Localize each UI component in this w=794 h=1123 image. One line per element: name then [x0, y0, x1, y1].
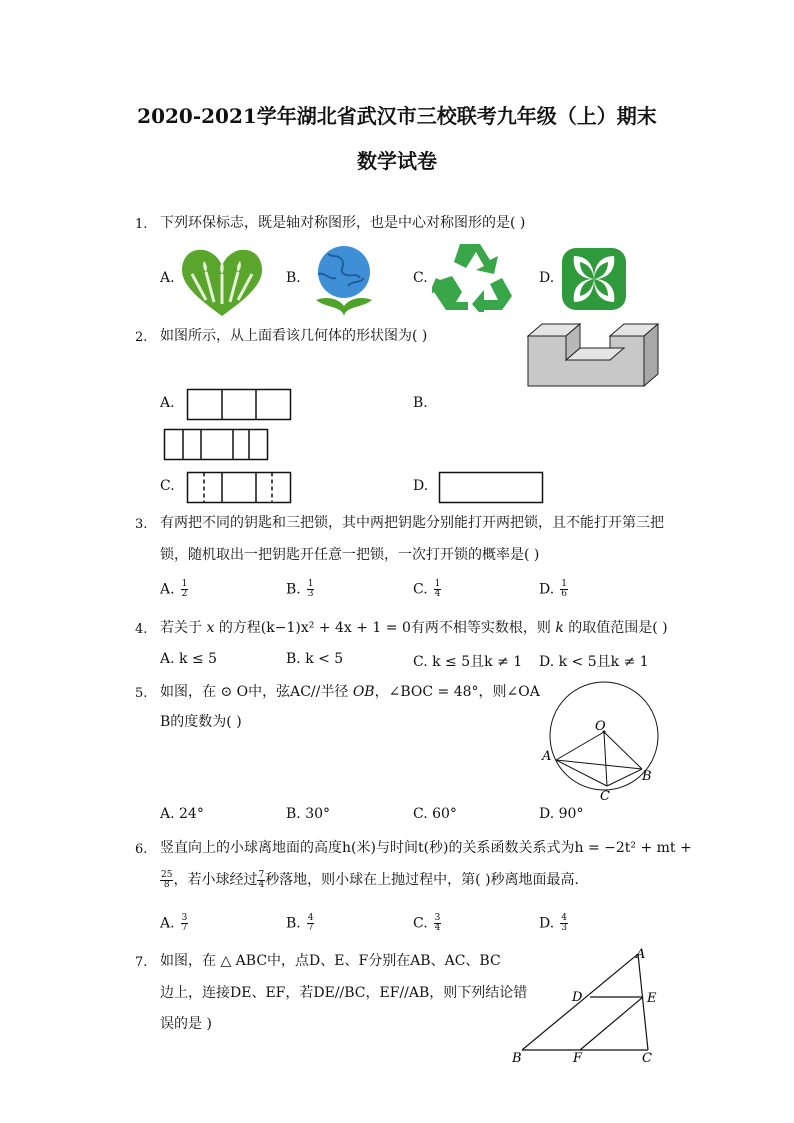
question-6-line2: $\frac{25}{8}$ ，若小球经过 $\frac{7}{4}$ 秒落地，则小球在上抛过程中，第( )秒离地面最高. — [161, 869, 580, 890]
question-number: 2. — [135, 330, 148, 345]
question-2-text: 如图所示，从上面看该几何体的形状图为( ) — [160, 328, 428, 344]
point-b-label: B — [642, 769, 652, 784]
page-title-line1: 2020-2021学年湖北省武汉市三校联考九年级（上）期末 — [137, 104, 657, 128]
question-4-text: 若关于 x 的方程(k−1)x² + 4x + 1 = 0有两不相等实数根，则 k 的取值范围是( ) — [160, 620, 668, 636]
point-o-label: O — [595, 719, 606, 734]
point-f-label: F — [573, 1051, 583, 1066]
solid-figure-diagram — [524, 320, 660, 390]
question-7-line3: 误的是 ) — [160, 1016, 212, 1032]
q3-option-d: D. $\frac{1}{6}$ — [539, 579, 567, 599]
question-number: 7. — [135, 955, 148, 970]
question-5-line1: 如图，在 ⊙ O中，弦AC//半径 OB，∠BOC = 48°，则∠OA — [160, 684, 540, 700]
q5-option-b: B. 30° — [286, 806, 331, 822]
question-6-line1: 竖直向上的小球离地面的高度h(米)与时间t(秒)的关系函数关系式为h = −2t² + mt + — [160, 840, 692, 856]
q1-option-b-label: B. — [286, 270, 301, 286]
q6-option-a: A. $\frac{3}{7}$ — [160, 913, 188, 933]
heart-leaves-logo-icon — [176, 244, 268, 318]
q4-option-c: C. k ≤ 5且k ≠ 1 — [413, 654, 523, 670]
q3-option-a: A. $\frac{1}{2}$ — [160, 579, 188, 599]
point-c-label: C — [600, 789, 610, 804]
q2-option-a-label: A. — [160, 395, 175, 411]
q1-option-a-label: A. — [160, 270, 175, 286]
point-a-label: A — [636, 947, 646, 962]
q2-option-d-diagram — [438, 471, 544, 504]
page-title-line2: 数学试卷 — [357, 149, 437, 173]
question-1-text: 下列环保标志，既是轴对称图形，也是中心对称图形的是( ) — [160, 215, 526, 231]
question-number: 5. — [135, 686, 148, 701]
q5-option-d: D. 90° — [539, 806, 584, 822]
question-number: 3. — [135, 517, 148, 532]
q2-option-a-diagram — [186, 388, 292, 421]
question-number: 6. — [135, 842, 148, 857]
q3-option-b: B. $\frac{1}{3}$ — [286, 579, 314, 599]
q2-option-c-label: C. — [160, 478, 175, 494]
point-e-label: E — [647, 991, 657, 1006]
point-b-label: B — [512, 1051, 522, 1066]
recycle-logo-icon — [432, 240, 514, 312]
q2-option-b-diagram — [163, 428, 269, 461]
question-7-line2: 边上，连接DE、EF，若DE//BC，EF//AB，则下列结论错 — [160, 985, 528, 1001]
q6-option-d: D. $\frac{4}{3}$ — [539, 913, 567, 933]
point-d-label: D — [572, 990, 583, 1005]
question-7-line1: 如图，在 △ ABC中，点D、E、F分别在AB、AC、BC — [160, 953, 501, 969]
four-leaf-logo-icon — [560, 246, 628, 312]
circle-figure-diagram — [538, 676, 662, 804]
q1-option-d-label: D. — [539, 270, 555, 286]
q2-option-d-label: D. — [413, 478, 429, 494]
q2-option-c-diagram — [186, 471, 292, 504]
q5-option-c: C. 60° — [413, 806, 457, 822]
question-3-line1: 有两把不同的钥匙和三把锁，其中两把钥匙分别能打开两把锁，且不能打开第三把 — [160, 515, 664, 531]
triangle-figure-diagram — [508, 944, 668, 1068]
q3-option-c: C. $\frac{1}{4}$ — [413, 579, 441, 599]
q4-option-d: D. k < 5且k ≠ 1 — [539, 654, 649, 670]
q4-option-a: A. k ≤ 5 — [160, 651, 218, 667]
globe-puzzle-logo-icon — [308, 242, 380, 318]
question-number: 4. — [135, 622, 148, 637]
point-c-label: C — [642, 1051, 652, 1066]
q4-option-b: B. k < 5 — [286, 651, 344, 667]
q1-option-c-label: C. — [413, 270, 428, 286]
q6-option-c: C. $\frac{3}{4}$ — [413, 913, 441, 933]
q6-option-b: B. $\frac{4}{7}$ — [286, 913, 314, 933]
point-a-label: A — [542, 749, 552, 764]
question-number: 1. — [135, 217, 148, 232]
q2-option-b-label: B. — [413, 395, 428, 411]
question-5-line2: B的度数为( ) — [160, 714, 242, 730]
q5-option-a: A. 24° — [160, 806, 204, 822]
question-3-line2: 锁，随机取出一把钥匙开任意一把锁，一次打开锁的概率是( ) — [160, 547, 540, 563]
